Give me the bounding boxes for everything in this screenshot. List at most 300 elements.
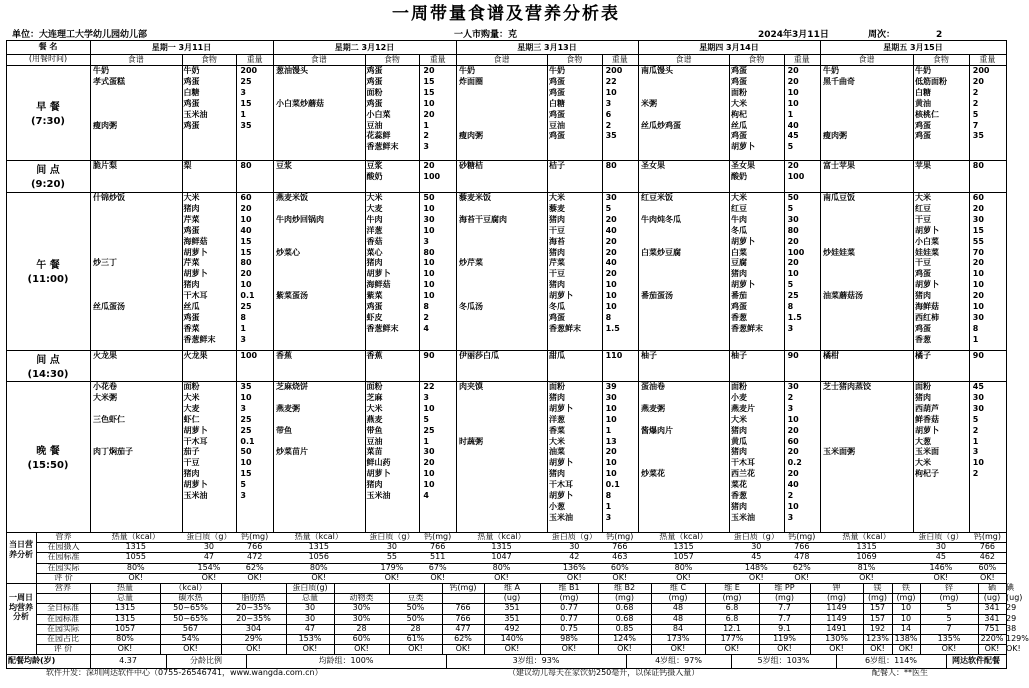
ingredient-name: 枸杞 <box>731 109 747 119</box>
ingredient-name: 胡萝卜 <box>366 469 391 479</box>
ingredient-name: 干木耳 <box>183 436 208 446</box>
ingredient-name: 鸡蛋 <box>915 131 931 141</box>
ingredient-name: 苹果 <box>915 161 931 170</box>
ingredient-name: 胡萝卜 <box>366 269 391 279</box>
ingredient-name: 茄子 <box>183 447 200 457</box>
ingredient-qty: 2 <box>972 98 979 108</box>
ingredient-name: 西红柿 <box>915 312 939 322</box>
grid-line <box>969 54 970 532</box>
ingredient-name: 猪肉 <box>549 214 565 224</box>
weekly-value: 153% <box>298 634 322 643</box>
daily-value: 47 <box>203 552 215 562</box>
weekly-value: 140% <box>500 634 524 643</box>
weekly-head: 维 C <box>669 583 687 592</box>
daily-value: OK! <box>247 572 263 582</box>
ingredient-name: 低筋面粉 <box>915 76 947 86</box>
ingredient-qty: 2 <box>423 312 429 322</box>
weekly-value: 20~35% <box>236 613 271 623</box>
ingredient-qty: 1 <box>423 120 429 130</box>
food-name: 南瓜馒头 <box>641 66 673 75</box>
ingredient-name: 鸡蛋 <box>549 131 565 141</box>
ingredient-name: 大麦 <box>366 203 383 213</box>
ingredient-name: 鸡蛋 <box>731 302 747 311</box>
daily-value: 45 <box>751 552 762 562</box>
weekly-value: 50~65% <box>173 603 208 613</box>
ingredient-qty: 20 <box>787 236 799 246</box>
daily-value: OK! <box>933 572 949 582</box>
ingredient-qty: 2 <box>605 120 612 130</box>
ingredient-name: 豆腐 <box>731 258 747 268</box>
ingredient-name: 鸡蛋 <box>183 120 200 130</box>
food-name: 海苔干豆腐肉 <box>459 214 507 224</box>
ingredient-col-header: 食物 <box>566 55 583 64</box>
ingredient-qty: 2 <box>972 425 979 435</box>
food-name: 燕麦粥 <box>641 403 665 413</box>
qty-col-header: 重量 <box>979 55 996 64</box>
ingredient-qty: 10 <box>972 269 984 279</box>
ingredient-name: 香菜 <box>183 323 200 333</box>
ingredient-name: 藜麦 <box>549 203 565 213</box>
ingredient-qty: 20 <box>787 447 799 457</box>
ingredient-qty: 30 <box>605 392 617 402</box>
ingredient-name: 豆油 <box>549 120 565 130</box>
menu-sheet <box>6 4 1029 686</box>
food-name: 脆片梨 <box>93 161 117 170</box>
ingredient-name: 海鲜菇 <box>183 236 208 246</box>
food-name: 芝士猪肉蒸饺 <box>823 382 871 391</box>
food-name: 番茄蛋汤 <box>641 291 673 301</box>
weekly-head: 营养 <box>55 583 71 592</box>
grid-line <box>784 54 785 532</box>
ingredient-qty: 22 <box>605 76 617 86</box>
ingredient-name: 干豆 <box>915 258 931 268</box>
ingredient-qty: 20 <box>605 247 617 257</box>
weekly-value: 62% <box>454 634 472 643</box>
ingredient-qty: 20 <box>605 269 617 279</box>
food-name: 炒菜花 <box>641 469 665 479</box>
ingredient-name: 番茄 <box>731 291 747 301</box>
grid-line <box>820 40 821 532</box>
ingredient-qty: 40 <box>787 120 799 130</box>
weekly-value: 30% <box>352 613 371 623</box>
daily-value: 55 <box>386 552 398 562</box>
grid-line <box>729 54 730 532</box>
food-col-header: 食谱 <box>127 55 144 64</box>
ingredient-name: 鸡蛋 <box>915 323 931 333</box>
ingredient-name: 鸡蛋 <box>183 76 200 86</box>
ingredient-qty: 10 <box>423 469 435 479</box>
weekly-value: OK! <box>670 644 686 654</box>
ingredient-name: 牛肉 <box>366 214 383 224</box>
ingredient-qty: 45 <box>787 131 799 141</box>
weekly-value: 47 <box>304 623 316 633</box>
ingredient-qty: 40 <box>240 225 252 235</box>
ingredient-qty: 20 <box>787 258 799 268</box>
ingredient-qty: 10 <box>787 269 799 279</box>
grid-line <box>456 40 457 532</box>
weekly-value: 341 <box>984 613 1000 623</box>
ingredient-qty: 35 <box>240 120 252 130</box>
weekly-value: 119% <box>773 634 796 643</box>
weekly-subhead: (mg) <box>826 593 847 603</box>
daily-value: 136% <box>562 562 586 572</box>
weekly-head: 硒 <box>988 583 996 592</box>
ingredient-qty: 35 <box>605 131 617 141</box>
ingredient-name: 海苔 <box>549 236 565 246</box>
ingredient-qty: 15 <box>240 247 252 257</box>
ingredient-name: 虾仁 <box>183 414 200 424</box>
daily-head: 钙(mg) <box>606 532 634 541</box>
day-header: 星期一 3月11日 <box>151 43 212 52</box>
ingredient-name: 小葱 <box>549 501 565 511</box>
weekly-value: 38 <box>1006 623 1017 633</box>
ingredient-name: 香菇 <box>366 236 383 246</box>
ingredient-name: 鸡蛋 <box>915 120 931 130</box>
ingredient-qty: 8 <box>605 312 612 322</box>
ingredient-name: 大麦 <box>183 403 200 413</box>
food-name: 牛奶 <box>823 66 839 75</box>
weekly-value: 0.77 <box>560 613 578 623</box>
ingredient-qty: 30 <box>787 382 799 391</box>
ingredient-name: 洋葱 <box>549 414 565 424</box>
ingredient-qty: 20 <box>240 203 252 213</box>
ingredient-name: 牛肉 <box>731 214 747 224</box>
ingredient-qty: 3 <box>787 512 794 522</box>
ingredient-name: 芹菜 <box>183 258 200 268</box>
weekly-value: 全日标准 <box>47 603 79 613</box>
ingredient-name: 面粉 <box>366 382 383 391</box>
ingredient-qty: 80 <box>787 225 799 235</box>
weekly-value: 5 <box>946 613 952 623</box>
ingredient-name: 大米 <box>366 193 383 202</box>
ingredient-col-header: 食物 <box>748 55 765 64</box>
daily-value: 81% <box>857 562 876 572</box>
weekly-value: OK! <box>408 644 423 654</box>
ingredient-qty: 40 <box>605 258 617 268</box>
ingredient-qty: 2 <box>787 392 794 402</box>
age-group-1: 均龄组：100% <box>318 656 374 665</box>
ingredient-name: 牛奶 <box>915 66 931 75</box>
food-name: 炒菜心 <box>276 247 300 257</box>
ingredient-qty: 15 <box>423 76 435 86</box>
ingredient-qty: 20 <box>423 161 435 170</box>
weekly-subhead: (mg) <box>867 593 888 603</box>
weekly-subhead: 总量 <box>117 593 133 603</box>
weekly-head: 镁 <box>873 583 882 592</box>
weekly-value: OK! <box>898 644 914 654</box>
weekly-value: 6.8 <box>725 603 739 613</box>
daily-value: OK! <box>494 572 509 582</box>
food-name: 牛奶 <box>459 66 475 75</box>
ingredient-name: 丝瓜 <box>183 302 200 311</box>
food-name: 燕麦粥 <box>276 403 300 413</box>
ingredient-qty: 8 <box>423 302 429 311</box>
ingredient-name: 鸡蛋 <box>549 76 565 86</box>
ingredient-name: 干豆 <box>183 458 200 468</box>
weekly-value: 567 <box>182 623 199 633</box>
daily-value: OK! <box>128 572 144 582</box>
ingredient-qty: 20 <box>423 458 435 468</box>
ingredient-qty: 20 <box>787 76 799 86</box>
ingredient-name: 酸奶 <box>366 171 383 181</box>
weekly-value: 29% <box>244 634 263 643</box>
daily-value: 30 <box>203 542 215 552</box>
weekly-head: 铁 <box>902 583 910 592</box>
daily-value: 766 <box>979 542 996 552</box>
ingredient-qty: 80 <box>240 258 252 268</box>
ingredient-name: 桔子 <box>549 161 565 170</box>
developer-info: 软件开发：深圳网达软件中心（0755-26546741，www.wangda.com.cn） <box>46 668 323 677</box>
ingredient-name: 胡萝卜 <box>731 142 755 152</box>
weekly-value: 492 <box>504 623 520 633</box>
age-group-2: 3岁组：93% <box>512 656 560 665</box>
day-header: 星期四 3月14日 <box>699 43 759 52</box>
ingredient-qty: 20 <box>787 469 799 479</box>
ingredient-name: 猪肉 <box>183 203 200 213</box>
ingredient-qty: 10 <box>423 291 435 301</box>
ingredient-qty: 8 <box>605 491 612 500</box>
weekly-value: 157 <box>869 603 886 613</box>
ingredient-name: 猪肉 <box>549 280 565 290</box>
ingredient-qty: 2 <box>972 469 979 479</box>
ingredient-name: 核桃仁 <box>915 109 939 119</box>
average-age: 4.37 <box>119 656 137 665</box>
ingredient-name: 小麦 <box>731 392 747 402</box>
ingredient-name: 小白菜 <box>366 109 391 119</box>
ingredient-name: 干木耳 <box>183 291 208 301</box>
weekly-subhead: (mg) <box>722 593 742 603</box>
weekly-subhead: 碳水热 <box>178 593 203 603</box>
daily-value: 1315 <box>491 542 512 552</box>
weekly-value: 50~65% <box>173 613 208 623</box>
daily-head: 钙(mg) <box>788 532 816 541</box>
food-name: 什锦炒饭 <box>93 193 125 202</box>
weekly-value: 48 <box>672 613 684 623</box>
ingredient-name: 胡萝卜 <box>915 280 939 290</box>
ingredient-qty: 10 <box>605 87 617 97</box>
ingredient-name: 燕麦 <box>366 414 383 424</box>
ingredient-name: 干木耳 <box>549 480 573 490</box>
weekly-value: 50% <box>406 603 425 613</box>
weekly-value: 29 <box>1006 603 1017 613</box>
food-name: 火龙果 <box>93 351 117 360</box>
ingredient-qty: 6 <box>605 109 612 119</box>
day-header: 星期三 3月13日 <box>517 43 577 52</box>
ingredient-name: 鲜香菇 <box>915 414 939 424</box>
weekly-head: 维 B1 <box>558 583 580 592</box>
daily-value: 1057 <box>673 552 694 562</box>
ingredient-name: 猪肉 <box>183 280 200 290</box>
ingredient-qty: 20 <box>972 291 984 301</box>
daily-value: OK! <box>311 572 327 582</box>
ingredient-qty: 25 <box>423 425 435 435</box>
ingredient-name: 白糖 <box>549 98 565 108</box>
ingredient-name: 香菜 <box>549 425 565 435</box>
ingredient-qty: 10 <box>423 280 435 290</box>
weekly-value: OK! <box>984 644 1000 654</box>
ingredient-name: 玉米油 <box>183 109 208 119</box>
weekly-subhead: 豆类 <box>407 593 424 603</box>
ingredient-name: 鸡蛋 <box>915 269 931 279</box>
ingredient-name: 玉米油 <box>183 491 208 500</box>
ingredient-qty: 30 <box>787 214 799 224</box>
ingredient-qty: 8 <box>240 312 246 322</box>
food-col-header: 食谱 <box>310 55 327 64</box>
food-name: 玉米面粥 <box>823 447 855 457</box>
ingredient-name: 香葱 <box>731 312 747 322</box>
grid-line <box>6 654 1006 655</box>
ingredient-qty: 5 <box>605 203 612 213</box>
weekly-subhead: (mg) <box>559 593 579 603</box>
ingredient-qty: 39 <box>605 382 617 391</box>
weekly-value: OK! <box>117 644 133 654</box>
ingredient-qty: 3 <box>423 392 429 402</box>
ingredient-qty: 90 <box>972 351 984 360</box>
ingredient-name: 面粉 <box>915 382 931 391</box>
ingredient-name: 鸡蛋 <box>731 76 747 86</box>
ingredient-name: 黄瓜 <box>731 436 747 446</box>
weekly-value: 0.68 <box>615 603 634 613</box>
ingredient-qty: 100 <box>423 171 441 181</box>
ingredient-name: 猪肉 <box>731 425 747 435</box>
ingredient-col-header: 食物 <box>200 55 217 64</box>
daily-value: 30 <box>569 542 580 552</box>
weekly-value: OK! <box>504 644 520 654</box>
daily-value: OK! <box>859 572 874 582</box>
weekly-value: 766 <box>455 613 471 623</box>
weekly-value: 7 <box>946 623 952 633</box>
ingredient-name: 面粉 <box>183 382 200 391</box>
ingredient-name: 干豆 <box>915 214 931 224</box>
ingredient-name: 香葱 <box>915 334 931 344</box>
ingredient-name: 干豆 <box>549 269 565 279</box>
daily-value: 1315 <box>673 542 694 552</box>
ingredient-name: 鲜山药 <box>366 458 391 468</box>
weekly-value: 0.75 <box>560 623 578 633</box>
weekly-value: 0.85 <box>615 623 634 633</box>
weekly-subhead: (ug) <box>983 593 1001 603</box>
weekly-value: 173% <box>666 634 690 643</box>
ingredient-name: 猪肉 <box>549 392 565 402</box>
ingredient-qty: 3 <box>240 403 246 413</box>
ingredient-name: 枸杞子 <box>915 469 939 479</box>
food-name: 小花卷 <box>93 382 117 391</box>
ingredient-qty: 50 <box>240 447 252 457</box>
ingredient-qty: 20 <box>787 161 799 170</box>
ingredient-name: 牛奶 <box>549 66 565 75</box>
ingredient-name: 鸡蛋 <box>549 87 565 97</box>
daily-head: 蛋白质（g） <box>369 532 415 541</box>
ingredient-qty: 3 <box>423 236 429 246</box>
ingredient-name: 大米 <box>915 193 931 202</box>
daily-value: 462 <box>979 552 996 562</box>
ingredient-qty: 80 <box>972 161 984 170</box>
ingredient-name: 大米 <box>549 436 565 446</box>
ingredient-qty: 20 <box>787 425 799 435</box>
report-date: 2024年3月11日 <box>758 30 829 40</box>
food-name: 伊丽莎白瓜 <box>459 351 499 360</box>
daily-head: 热量（kcal） <box>659 532 708 541</box>
grid-line <box>365 54 366 532</box>
food-name: 炒三丁 <box>93 258 117 268</box>
ingredient-qty: 35 <box>240 382 252 391</box>
food-name: 肉丁焖茄子 <box>93 447 133 457</box>
daily-value: 463 <box>612 552 628 562</box>
grid-line <box>6 192 1006 193</box>
daily-row-label: 在园摄入 <box>47 542 80 552</box>
age-group-3: 4岁组：97% <box>655 656 702 665</box>
food-col-header: 食谱 <box>858 55 875 64</box>
daily-value: 80% <box>492 562 511 572</box>
daily-value: 148% <box>744 562 768 572</box>
weekly-value: 477 <box>455 623 471 633</box>
ingredient-name: 胡萝卜 <box>549 291 573 301</box>
weekly-value: OK! <box>183 644 198 654</box>
ingredient-qty: 20 <box>787 66 799 75</box>
daily-value: 60% <box>610 562 629 572</box>
daily-value: OK! <box>794 572 810 582</box>
weekly-value: 220% <box>980 634 1004 643</box>
ingredient-name: 猪肉 <box>549 469 565 479</box>
daily-head: 热量（kcal） <box>842 532 891 541</box>
ingredient-name: 猪肉 <box>731 447 747 457</box>
daily-head: 热量（kcal） <box>111 532 160 541</box>
meal-time-header: (用餐时间) <box>28 54 68 63</box>
weekly-value: 129% <box>1006 634 1029 643</box>
ingredient-qty: 4 <box>423 491 429 500</box>
daily-value: 766 <box>794 542 810 552</box>
weekly-analysis-label: 一周日均营养分析 <box>9 593 33 622</box>
meal-time: (15:50) <box>27 459 69 471</box>
ingredient-name: 红豆 <box>731 203 747 213</box>
food-col-header: 食谱 <box>493 55 510 64</box>
weekly-value: 157 <box>869 613 886 623</box>
food-name: 香蕉 <box>276 351 292 360</box>
food-name: 小白菜炒蘑菇 <box>276 98 324 108</box>
ingredient-qty: 15 <box>240 469 252 479</box>
weekly-value: 在园实际 <box>47 623 79 633</box>
weekly-value: 341 <box>984 603 1000 613</box>
ingredient-qty: 20 <box>605 447 617 457</box>
grid-line <box>419 54 420 532</box>
ingredient-qty: 5 <box>972 109 979 119</box>
daily-head: 蛋白质（g） <box>733 532 779 541</box>
daily-value: OK! <box>384 572 400 582</box>
food-name: 瘦肉粥 <box>93 120 117 130</box>
daily-analysis-label: 当日营养分析 <box>9 540 33 559</box>
qty-col-header: 重量 <box>793 55 810 64</box>
ingredient-qty: 10 <box>605 414 617 424</box>
daily-head: 热量（kcal） <box>294 532 343 541</box>
ingredient-qty: 10 <box>605 291 617 301</box>
weekly-value: 14 <box>900 623 912 633</box>
food-name: 蛋油卷 <box>641 382 665 391</box>
food-name: 藜麦米饭 <box>459 193 491 202</box>
age-label: 配餐均龄(岁) <box>8 656 56 665</box>
qty-col-header: 重量 <box>429 55 446 64</box>
weekly-value: 80% <box>116 634 134 643</box>
weekly-value: 20~35% <box>236 603 271 613</box>
weekly-value: 7.7 <box>778 603 791 613</box>
daily-value: 45 <box>935 552 946 562</box>
ingredient-name: 香蕉 <box>366 351 383 360</box>
ingredient-name: 燕麦片 <box>731 403 755 413</box>
ingredient-name: 海鲜菇 <box>915 302 939 311</box>
ingredient-qty: 1 <box>972 334 979 344</box>
weekly-value: OK! <box>777 644 792 654</box>
software-brand: 网达软件配餐 <box>952 656 1000 665</box>
ingredient-name: 胡萝卜 <box>183 269 208 279</box>
